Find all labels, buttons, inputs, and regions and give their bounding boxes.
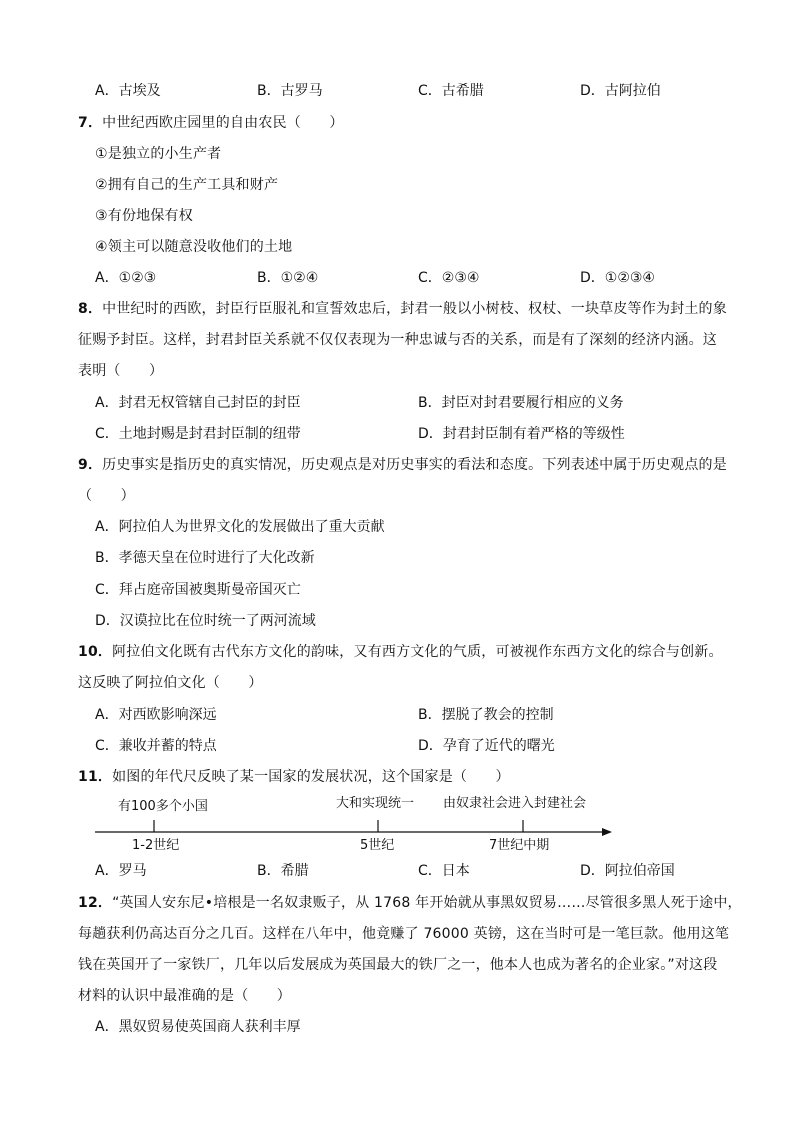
- q12-stem-line-2: 每趟获利仍高达百分之几百。这样在八年中，他竟赚了 76000 英镑，这在当时可是一笔巨款。他用这笔: [78, 926, 730, 942]
- q9-option-b: B．孝德天皇在位时进行了大化改新: [95, 550, 315, 566]
- q8-stem-line-2: 征赐予封臣。这样，封君封臣关系就不仅仅表现为一种忠诚与否的关系，而是有了深刻的经济内涵。这: [78, 332, 717, 348]
- timeline-axis: [90, 790, 620, 840]
- q12-number: 12．: [78, 895, 113, 911]
- timeline-event-3: 由奴隶社会进入封建社会: [443, 796, 587, 811]
- q9-option-d: D．汉谟拉比在位时统一了两河流域: [95, 613, 316, 629]
- q6-option-a: A．古埃及: [95, 83, 161, 99]
- q11-option-b: B．希腊: [257, 863, 309, 879]
- q8-stem-line-1: [78, 299, 727, 319]
- q10-stem-line-1: [78, 642, 723, 662]
- q7-item-1: ①是独立的小生产者: [95, 146, 222, 162]
- q8-stem-text-1: 中世纪时的西欧，封臣行臣服礼和宣誓效忠后，封君一般以小树枝、权杖、一块草皮等作为封土的象: [102, 301, 727, 317]
- q7-item-2: ②拥有自己的生产工具和财产: [95, 177, 279, 193]
- q10-option-c: C．兼收并蓄的特点: [95, 738, 217, 754]
- q8-option-a: A．封君无权管辖自己封臣的封臣: [95, 395, 301, 411]
- q8-stem-line-3: 表明（ ）: [78, 363, 164, 379]
- q11-number: 11．: [78, 769, 113, 785]
- q10-stem-line-2: 这反映了阿拉伯文化（ ）: [78, 675, 263, 691]
- q9-option-a: A．阿拉伯人为世界文化的发展做出了重大贡献: [95, 519, 385, 535]
- q8-option-c: C．土地封赐是封君封臣制的纽带: [95, 426, 301, 442]
- q8-option-b: B．封臣对封君要履行相应的义务: [418, 395, 624, 411]
- q6-option-d: D．古阿拉伯: [580, 83, 661, 99]
- q9-stem-line-2: （ ）: [78, 488, 135, 504]
- q12-stem-line-3: 钱在英国开了一家铁厂，几年以后发展成为英国最大的铁厂之一，他本人也成为著名的企业家。”对这段: [78, 957, 718, 973]
- q10-option-a: A．对西欧影响深远: [95, 707, 217, 723]
- q6-option-b: B．古罗马: [257, 83, 323, 99]
- q8-option-d: D．封君封臣制有着严格的等级性: [418, 426, 625, 442]
- q9-stem-line-1: [78, 455, 727, 475]
- q7-stem-line: [78, 113, 344, 133]
- q10-stem-text-1: 阿拉伯文化既有古代东方文化的韵味，又有西方文化的气质，可被视作东西方文化的综合与创新。: [112, 644, 723, 660]
- q6-option-c: C．古希腊: [418, 83, 484, 99]
- q7-item-3: ③有份地保有权: [95, 208, 193, 224]
- timeline-tick-label-1: 1-2世纪: [132, 838, 180, 853]
- q7-item-4: ④领主可以随意没收他们的土地: [95, 239, 293, 255]
- q7-stem: 中世纪西欧庄园里的自由农民（ ）: [102, 115, 344, 131]
- q11-option-c: C．日本: [418, 863, 470, 879]
- timeline-event-2: 大和实现统一: [336, 796, 415, 811]
- q12-stem-text-1: “英国人安东尼•培根是一名奴隶贩子，从 1768 年开始就从事黑奴贸易……尽管很多黑人死于途中，: [112, 895, 742, 911]
- q10-option-b: B．摆脱了教会的控制: [418, 707, 554, 723]
- q11-stem: 如图的年代尺反映了某一国家的发展状况，这个国家是（ ）: [112, 769, 510, 785]
- q8-number: 8．: [78, 301, 103, 317]
- q7-number: 7．: [78, 115, 103, 131]
- q7-option-b: B．①②④: [257, 270, 319, 286]
- q9-option-c: C．拜占庭帝国被奥斯曼帝国灭亡: [95, 582, 301, 598]
- q7-option-c: C．②③④: [418, 270, 480, 286]
- q11-stem-line: [78, 767, 510, 787]
- q9-stem-text-1: 历史事实是指历史的真实情况，历史观点是对历史事实的看法和态度。下列表述中属于历史观点的是: [102, 457, 727, 473]
- q11-option-a: A．罗马: [95, 863, 147, 879]
- q7-option-a: A．①②③: [95, 270, 157, 286]
- q10-option-d: D．孕育了近代的曙光: [418, 738, 555, 754]
- q12-stem-line-1: [78, 893, 742, 913]
- timeline-event-1: 有100多个小国: [118, 799, 208, 814]
- q11-option-d: D．阿拉伯帝国: [580, 863, 675, 879]
- q10-number: 10．: [78, 644, 113, 660]
- timeline-arrow-icon: [602, 828, 612, 836]
- q12-option-a: A．黑奴贸易使英国商人获利丰厚: [95, 1019, 301, 1035]
- timeline-tick-label-3: 7世纪中期: [489, 838, 550, 853]
- q9-number: 9．: [78, 457, 103, 473]
- q12-stem-line-4: 材料的认识中最准确的是（ ）: [78, 988, 291, 1004]
- q7-option-d: D．①②③④: [580, 270, 655, 286]
- timeline-tick-label-2: 5世纪: [360, 838, 395, 853]
